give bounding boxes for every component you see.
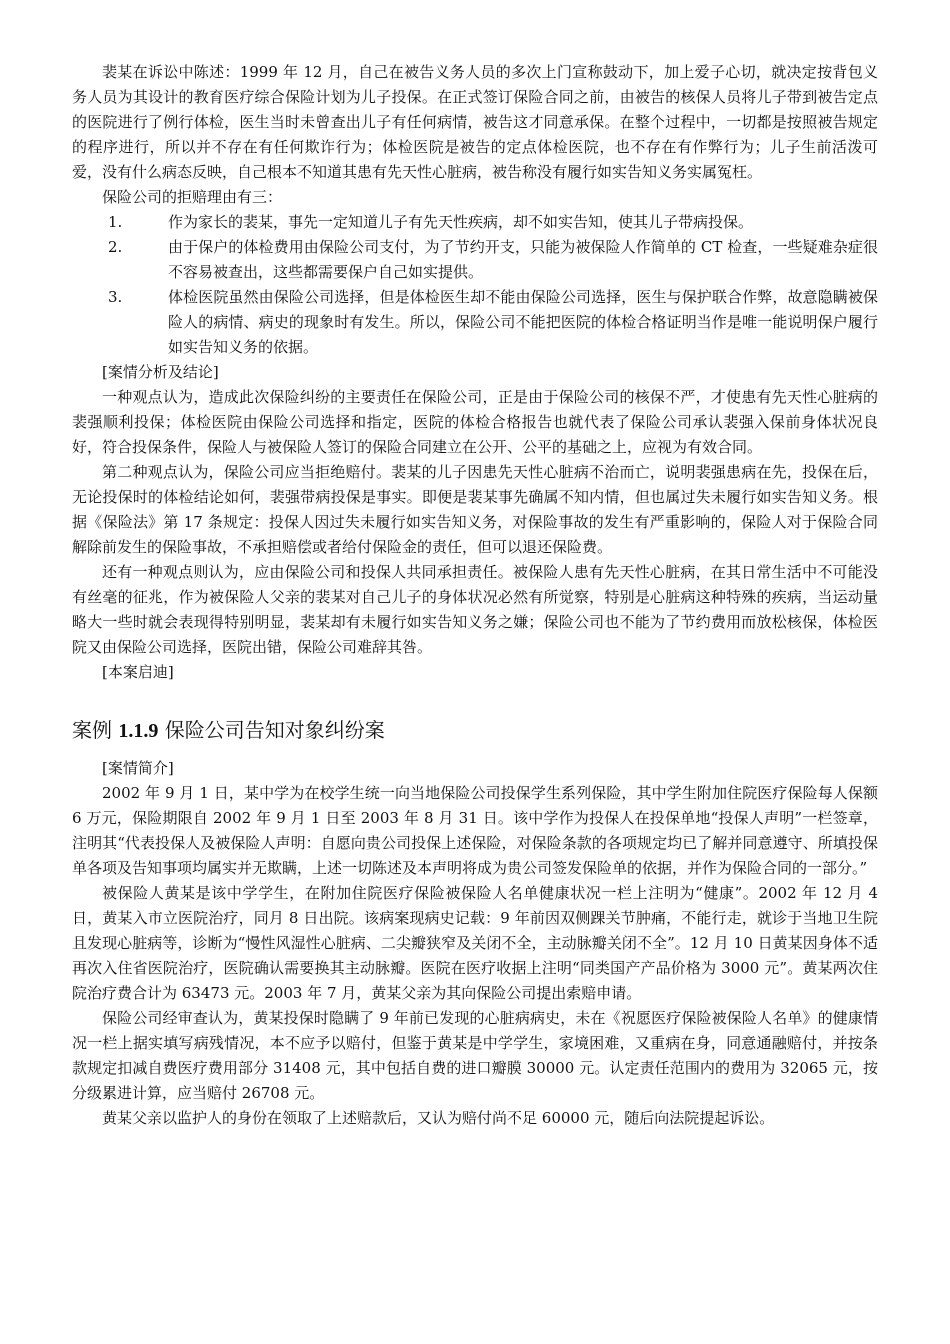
case-title bbox=[72, 715, 878, 746]
section-heading-insight: [本案启迪] bbox=[102, 663, 174, 681]
paragraph-refusal-intro: 保险公司的拒赔理由有三： bbox=[102, 188, 283, 206]
list-item bbox=[72, 285, 878, 360]
list-item-text: 由于保户的体检费用由保险公司支付，为了节约开支，只能为被保险人作简单的 CT 检查，一些疑难杂症很不容易被查出，这些都需要保户自己如实提供。 bbox=[168, 238, 878, 281]
list-item-number: 2. bbox=[108, 238, 123, 256]
section-heading-analysis: [案情分析及结论] bbox=[102, 363, 219, 381]
list-item-text: 作为家长的裴某，事先一定知道儿子有先天性疾病，却不如实告知，使其儿子带病投保。 bbox=[168, 213, 754, 231]
paragraph-insured-history: 被保险人黄某是该中学学生，在附加住院医疗保险被保险人名单健康状况一栏上注明为“健康”。2002 年 12 月 4 日，黄某入市立医院治疗，同月 8 日出院。该病案现病史记载：9 年前因双侧踝关节肿痛，不能行走，就诊于当地卫生院且发现心脏病等，诊断为“慢性风湿性心脏病、二尖瓣狭窄及关闭不全，主动脉瓣关闭不全”。12 月 10 日黄某因身体不适再次入住省医院治疗，医院确认需要换其主动脉瓣。医院在医疗收据上注明“同类国产产品价格为 3000 元”。黄某两次住院治疗费合计为 63473 元。2003 年 7 月，黄某父亲为其向保险公司提出索赔申请。 bbox=[72, 884, 878, 1002]
list-item-number: 3. bbox=[108, 288, 123, 306]
list-item bbox=[72, 210, 878, 235]
list-item-text: 体检医院虽然由保险公司选择，但是体检医生却不能由保险公司选择，医生与保护联合作弊，故意隐瞒被保险人的病情、病史的现象时有发生。所以，保险公司不能把医院的体检合格证明当作是唯一能说明保户履行如实告知义务的依据。 bbox=[168, 288, 878, 356]
refusal-reasons-list bbox=[72, 210, 878, 360]
document-page bbox=[72, 60, 878, 1131]
paragraph-opinion-three: 还有一种观点则认为，应由保险公司和投保人共同承担责任。被保险人患有先天性心脏病，在其日常生活中不可能没有丝毫的征兆，作为被保险人父亲的裴某对自己儿子的身体状况必然有所觉察，特别是心脏病这种特殊的疾病，当运动量略大一些时就会表现得特别明显，裴某却有未履行如实告知义务之嫌；保险公司也不能为了节约费用而放松核保，体检医院又由保险公司选择，医院出错，保险公司难辞其咎。 bbox=[72, 563, 878, 656]
paragraph-lawsuit: 黄某父亲以监护人的身份在领取了上述赔款后，又认为赔付尚不足 60000 元，随后向法院提起诉讼。 bbox=[102, 1109, 775, 1127]
paragraph-opinion-one: 一种观点认为，造成此次保险纠纷的主要责任在保险公司，正是由于保险公司的核保不严，才使患有先天性心脏病的裴强顺利投保；体检医院由保险公司选择和指定，医院的体检合格报告也就代表了保险公司承认裴强入保前身体状况良好，符合投保条件，保险人与被保险人签订的保险合同建立在公开、公平的基础之上，应视为有效合同。 bbox=[72, 388, 878, 456]
paragraph-insurer-review: 保险公司经审查认为，黄某投保时隐瞒了 9 年前已发现的心脏病病史，未在《祝愿医疗保险被保险人名单》的健康情况一栏上据实填写病残情况，本不应予以赔付，但鉴于黄某是中学学生，家境困难，又重病在身，同意通融赔付，并按条款规定扣减自费医疗费用部分 31408 元，其中包括自费的进口瓣膜 30000 元。认定责任范围内的费用为 32065 元，按分级累进计算，应当赔付 26708 元。 bbox=[72, 1009, 878, 1102]
paragraph-plaintiff-statement: 裴某在诉讼中陈述：1999 年 12 月，自己在被告义务人员的多次上门宣称鼓动下，加上爱子心切，就决定按背包义务人员为其设计的教育医疗综合保险计划为儿子投保。在正式签订保险合同之前，由被告的核保人员将儿子带到被告定点的医院进行了例行体检，医生当时未曾查出儿子有任何病情，被告这才同意承保。在整个过程中，一切都是按照被告规定的程序进行，所以并不存在有任何欺诈行为；体检医院是被告的定点体检医院，也不存在有作弊行为；儿子生前活泼可爱，没有什么病态反映，自己根本不知道其患有先天性心脏病，被告称没有履行如实告知义务实属冤枉。 bbox=[72, 63, 878, 181]
case-title-prefix: 案例 bbox=[72, 718, 119, 742]
list-item bbox=[72, 235, 878, 285]
section-heading-intro: [案情简介] bbox=[102, 759, 174, 777]
case-title-number: 1.1.9 bbox=[118, 720, 159, 742]
paragraph-case-background: 2002 年 9 月 1 日，某中学为在校学生统一向当地保险公司投保学生系列保险，其中学生附加住院医疗保险每人保额 6 万元，保险期限自 2002 年 9 月 1 日至 2003 年 8 月 31 日。该中学作为投保人在投保单地“投保人声明”一栏签章，注明其“代表投保人及被保险人声明：自愿向贵公司投保上述保险，对保险条款的各项规定均已了解并同意遵守、所填投保单各项及告知事项均属实并无欺瞒，上述一切陈述及本声明将成为贵公司签发保险单的依据，并作为保险合同的一部分。” bbox=[72, 784, 878, 877]
list-item-number: 1. bbox=[108, 213, 123, 231]
paragraph-opinion-two: 第二种观点认为，保险公司应当拒绝赔付。裴某的儿子因患先天性心脏病不治而亡，说明裴强患病在先，投保在后，无论投保时的体检结论如何，裴强带病投保是事实。即便是裴某事先确属不知内情，但也属过失未履行如实告知义务。根据《保险法》第 17 条规定：投保人因过失未履行如实告知义务，对保险事故的发生有严重影响的，保险人对于保险合同解除前发生的保险事故，不承担赔偿或者给付保险金的责任，但可以退还保险费。 bbox=[72, 463, 878, 556]
case-title-text: 保险公司告知对象纠纷案 bbox=[158, 718, 385, 742]
